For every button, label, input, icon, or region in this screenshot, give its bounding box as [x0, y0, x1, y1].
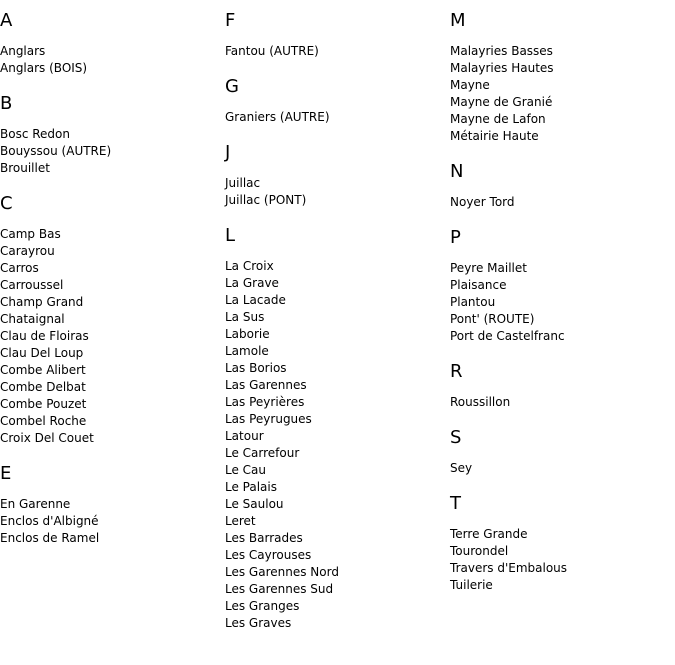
- letter-heading: C: [0, 193, 13, 214]
- letter-heading: P: [450, 227, 461, 248]
- place-link[interactable]: Camp Bas: [0, 227, 61, 241]
- letter-group-b: [0, 92, 220, 177]
- place-link[interactable]: Plaisance: [450, 278, 507, 292]
- place-link[interactable]: Clau Del Loup: [0, 346, 84, 360]
- letter-heading: J: [225, 142, 231, 163]
- letter-heading: E: [0, 463, 12, 484]
- index-column-3: [450, 9, 670, 609]
- letter-heading: A: [0, 10, 13, 31]
- place-link[interactable]: Les Granges: [225, 599, 300, 613]
- letter-heading: G: [225, 76, 239, 97]
- place-link[interactable]: Tourondel: [450, 544, 509, 558]
- place-link[interactable]: Chataignal: [0, 312, 65, 326]
- place-link[interactable]: La Grave: [225, 276, 279, 290]
- letter-group-n: [450, 160, 670, 211]
- place-link[interactable]: Le Saulou: [225, 497, 284, 511]
- letter-group-l: [225, 224, 445, 632]
- place-link[interactable]: Anglars (BOIS): [0, 61, 88, 75]
- letter-group-m: [450, 9, 670, 145]
- place-link[interactable]: Latour: [225, 429, 264, 443]
- place-link[interactable]: Noyer Tord: [450, 195, 515, 209]
- place-link[interactable]: Anglars: [0, 44, 46, 58]
- place-link[interactable]: La Sus: [225, 310, 265, 324]
- place-link[interactable]: Las Garennes: [225, 378, 307, 392]
- place-link[interactable]: En Garenne: [0, 497, 71, 511]
- place-link[interactable]: Combel Roche: [0, 414, 87, 428]
- place-link[interactable]: Laborie: [225, 327, 270, 341]
- letter-heading: R: [450, 361, 463, 382]
- place-link[interactable]: Juillac (PONT): [225, 193, 307, 207]
- place-link[interactable]: Port de Castelfranc: [450, 329, 565, 343]
- letter-group-s: [450, 426, 670, 477]
- place-link[interactable]: Enclos de Ramel: [0, 531, 100, 545]
- place-link[interactable]: Juillac: [225, 176, 261, 190]
- place-link[interactable]: Malayries Basses: [450, 44, 553, 58]
- place-link[interactable]: Bosc Redon: [0, 127, 70, 141]
- place-link[interactable]: Bouyssou (AUTRE): [0, 144, 112, 158]
- place-link[interactable]: Champ Grand: [0, 295, 84, 309]
- place-link[interactable]: Las Peyrugues: [225, 412, 312, 426]
- letter-heading: S: [450, 427, 462, 448]
- place-link[interactable]: Carros: [0, 261, 39, 275]
- place-link[interactable]: Le Carrefour: [225, 446, 300, 460]
- place-link[interactable]: Mayne de Granié: [450, 95, 553, 109]
- place-link[interactable]: Peyre Maillet: [450, 261, 527, 275]
- letter-heading: L: [225, 225, 236, 246]
- index-column-2: [225, 9, 445, 647]
- place-link[interactable]: Las Borios: [225, 361, 287, 375]
- index-column-1: [0, 9, 220, 562]
- place-link[interactable]: Les Graves: [225, 616, 292, 630]
- place-link[interactable]: Fantou (AUTRE): [225, 44, 319, 58]
- place-link[interactable]: La Lacade: [225, 293, 286, 307]
- place-link[interactable]: Roussillon: [450, 395, 511, 409]
- letter-group-e: [0, 462, 220, 547]
- place-link[interactable]: Le Cau: [225, 463, 267, 477]
- place-link[interactable]: Les Garennes Nord: [225, 565, 339, 579]
- place-link[interactable]: Métairie Haute: [450, 129, 539, 143]
- place-link[interactable]: Malayries Hautes: [450, 61, 554, 75]
- place-link[interactable]: Combe Delbat: [0, 380, 86, 394]
- letter-group-p: [450, 226, 670, 345]
- letter-heading: N: [450, 161, 464, 182]
- letter-heading: F: [225, 10, 236, 31]
- letter-group-g: [225, 75, 445, 126]
- letter-group-r: [450, 360, 670, 411]
- place-link[interactable]: Enclos d'Albigné: [0, 514, 99, 528]
- place-link[interactable]: Combe Alibert: [0, 363, 86, 377]
- place-link[interactable]: Sey: [450, 461, 473, 475]
- place-link[interactable]: Mayne de Lafon: [450, 112, 546, 126]
- place-link[interactable]: Tuilerie: [450, 578, 493, 592]
- letter-group-f: [225, 9, 445, 60]
- place-link[interactable]: Les Barrades: [225, 531, 303, 545]
- place-link[interactable]: Pont' (ROUTE): [450, 312, 535, 326]
- letter-group-t: [450, 492, 670, 594]
- place-link[interactable]: Mayne: [450, 78, 490, 92]
- place-link[interactable]: Combe Pouzet: [0, 397, 87, 411]
- letter-heading: B: [0, 93, 13, 114]
- letter-group-c: [0, 192, 220, 447]
- place-link[interactable]: Las Peyrières: [225, 395, 305, 409]
- place-link[interactable]: Graniers (AUTRE): [225, 110, 330, 124]
- place-link[interactable]: Le Palais: [225, 480, 277, 494]
- place-link[interactable]: Lamole: [225, 344, 269, 358]
- place-link[interactable]: Travers d'Embalous: [450, 561, 568, 575]
- place-link[interactable]: Terre Grande: [450, 527, 528, 541]
- letter-group-j: [225, 141, 445, 209]
- place-link[interactable]: La Croix: [225, 259, 274, 273]
- place-link[interactable]: Plantou: [450, 295, 496, 309]
- place-link[interactable]: Les Garennes Sud: [225, 582, 334, 596]
- place-link[interactable]: Les Cayrouses: [225, 548, 312, 562]
- letter-heading: M: [450, 10, 466, 31]
- place-link[interactable]: Croix Del Couet: [0, 431, 94, 445]
- letter-group-a: [0, 9, 220, 77]
- letter-heading: T: [450, 493, 461, 514]
- place-link[interactable]: Carroussel: [0, 278, 64, 292]
- place-link[interactable]: Carayrou: [0, 244, 55, 258]
- place-link[interactable]: Leret: [225, 514, 256, 528]
- place-link[interactable]: Brouillet: [0, 161, 50, 175]
- place-link[interactable]: Clau de Floiras: [0, 329, 89, 343]
